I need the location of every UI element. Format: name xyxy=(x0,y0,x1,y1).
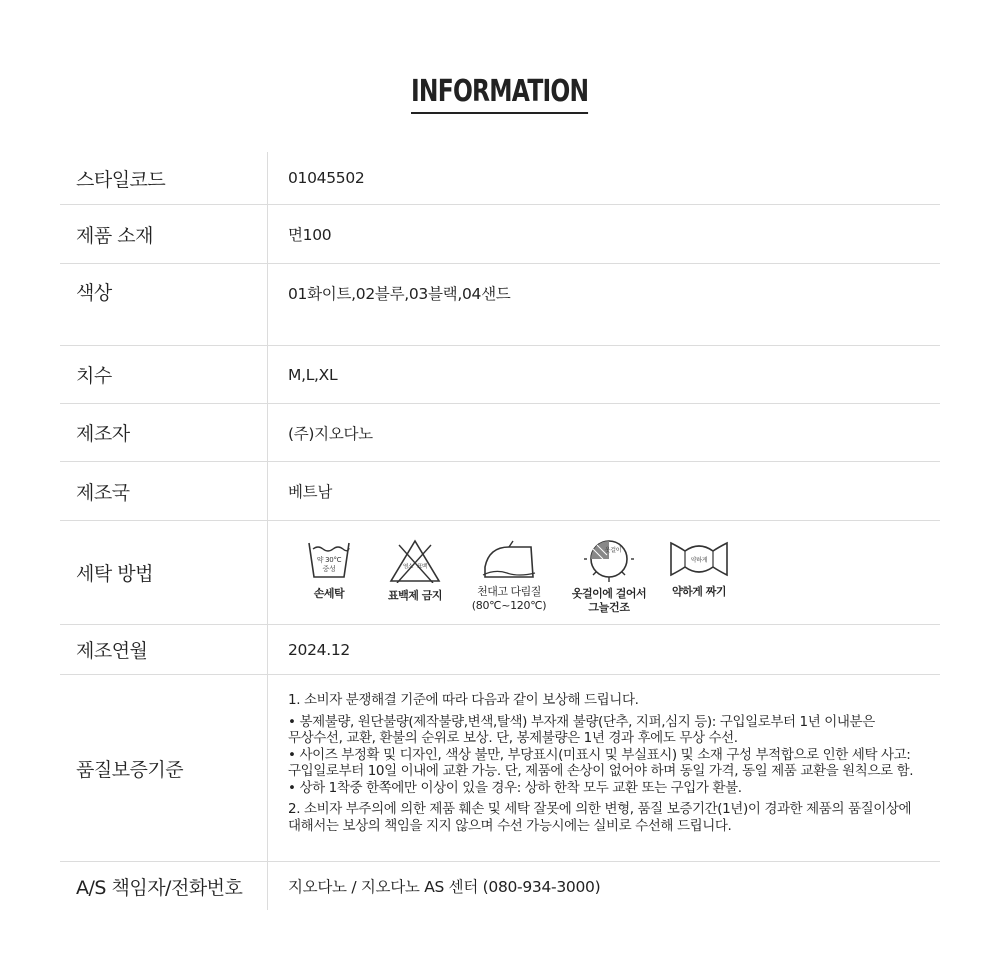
row-label: 스타일코드 xyxy=(60,152,268,204)
care-caption: 옷걸이에 걸어서 xyxy=(571,587,647,600)
row-date xyxy=(60,625,940,675)
row-value: 01화이트,02블루,03블랙,04샌드 xyxy=(288,285,511,303)
row-value: 면100 xyxy=(288,226,332,244)
hang-dry-icon xyxy=(584,539,634,583)
row-maker xyxy=(60,404,940,462)
care-item xyxy=(662,539,736,599)
row-style-code xyxy=(60,152,940,205)
quality-line: • 상하 1착중 한쪽에만 이상이 있을 경우: 상하 한착 모두 교환 또는 구입가 환불. xyxy=(288,779,742,796)
care-caption: 천대고 다림질 xyxy=(477,585,541,598)
care-instructions xyxy=(268,521,940,624)
care-inner-text: 약 30°C xyxy=(316,556,342,564)
care-inner-text: 염소 xyxy=(402,564,414,570)
row-label: 제조자 xyxy=(60,404,268,461)
row-label: 제조연월 xyxy=(60,625,268,674)
row-value: 베트남 xyxy=(288,483,333,501)
row-quality xyxy=(60,675,940,862)
row-value: 2024.12 xyxy=(288,640,350,659)
row-material xyxy=(60,205,940,264)
row-label: A/S 책임자/전화번호 xyxy=(60,862,268,910)
quality-line: 구입일로부터 10일 이내에 교환 가능. 단, 제품에 손상이 없어야 하며 동일 가격, 동일 제품 교환을 원칙으로 함. xyxy=(288,763,914,779)
row-value: (주)지오다노 xyxy=(288,424,373,443)
care-item xyxy=(290,539,368,601)
row-label: 세탁 방법 xyxy=(60,521,268,624)
quality-line: 1. 소비자 분쟁해결 기준에 따라 다음과 같이 보상해 드립니다. xyxy=(288,692,639,708)
care-inner-text: 옷걸이 xyxy=(604,547,622,554)
information-heading: INFORMATION xyxy=(411,74,588,114)
quality-line: 2. 소비자 부주의에 의한 제품 훼손 및 세탁 잘못에 의한 변형, 품질 보증기간(1년)이 경과한 제품의 품질이상에 xyxy=(288,801,912,817)
quality-line: 무상수선, 교환, 환불의 순위로 보상. 단, 봉제불량은 1년 경과 후에도 무상 수선. xyxy=(288,730,738,746)
care-caption: 약하게 짜기 xyxy=(672,585,726,598)
row-value: 01045502 xyxy=(288,169,365,187)
row-as-contact xyxy=(60,862,940,910)
care-item xyxy=(462,539,556,613)
row-country xyxy=(60,462,940,521)
no-bleach-icon xyxy=(389,539,441,583)
row-label: 품질보증기준 xyxy=(60,675,268,861)
wring-gently-icon xyxy=(669,539,729,579)
row-label: 색상 xyxy=(60,264,268,345)
row-color xyxy=(60,264,940,346)
hand-wash-icon xyxy=(307,539,351,581)
row-value: 지오다노 / 지오다노 AS 센터 (080-934-3000) xyxy=(288,878,601,896)
care-caption: 손세탁 xyxy=(313,587,345,600)
care-inner-text: 중성 xyxy=(322,565,336,573)
row-size xyxy=(60,346,940,404)
care-sub-caption: (80℃~120℃) xyxy=(471,599,547,612)
care-inner-text: 약하게 xyxy=(690,557,708,564)
product-info-table xyxy=(60,152,940,910)
row-wash xyxy=(60,521,940,625)
row-label: 치수 xyxy=(60,346,268,403)
care-inner-text: 표백 xyxy=(416,564,428,570)
quality-line: 대해서는 보상의 책임을 지지 않으며 수선 가능시에는 실비로 수선해 드립니다. xyxy=(288,817,732,834)
care-item xyxy=(554,539,664,615)
quality-line: • 봉제불량, 원단불량(제작불량,변색,탈색) 부자재 불량(단추, 지퍼,심지 등): 구입일로부터 1년 이내분은 xyxy=(288,713,875,730)
row-value: M,L,XL xyxy=(288,365,338,384)
page-title xyxy=(0,74,1000,114)
iron-icon xyxy=(479,539,539,581)
row-label: 제품 소재 xyxy=(60,205,268,263)
quality-line: • 사이즈 부정확 및 디자인, 색상 불만, 부당표시(미표시 및 부실표시) 및 소재 구성 부적합으로 인한 세탁 사고: xyxy=(288,746,911,763)
care-caption: 표백제 금지 xyxy=(388,589,442,602)
care-sub-caption: 그늘건조 xyxy=(588,601,630,614)
care-item xyxy=(366,539,464,603)
quality-standard-text xyxy=(268,675,940,861)
row-label: 제조국 xyxy=(60,462,268,520)
